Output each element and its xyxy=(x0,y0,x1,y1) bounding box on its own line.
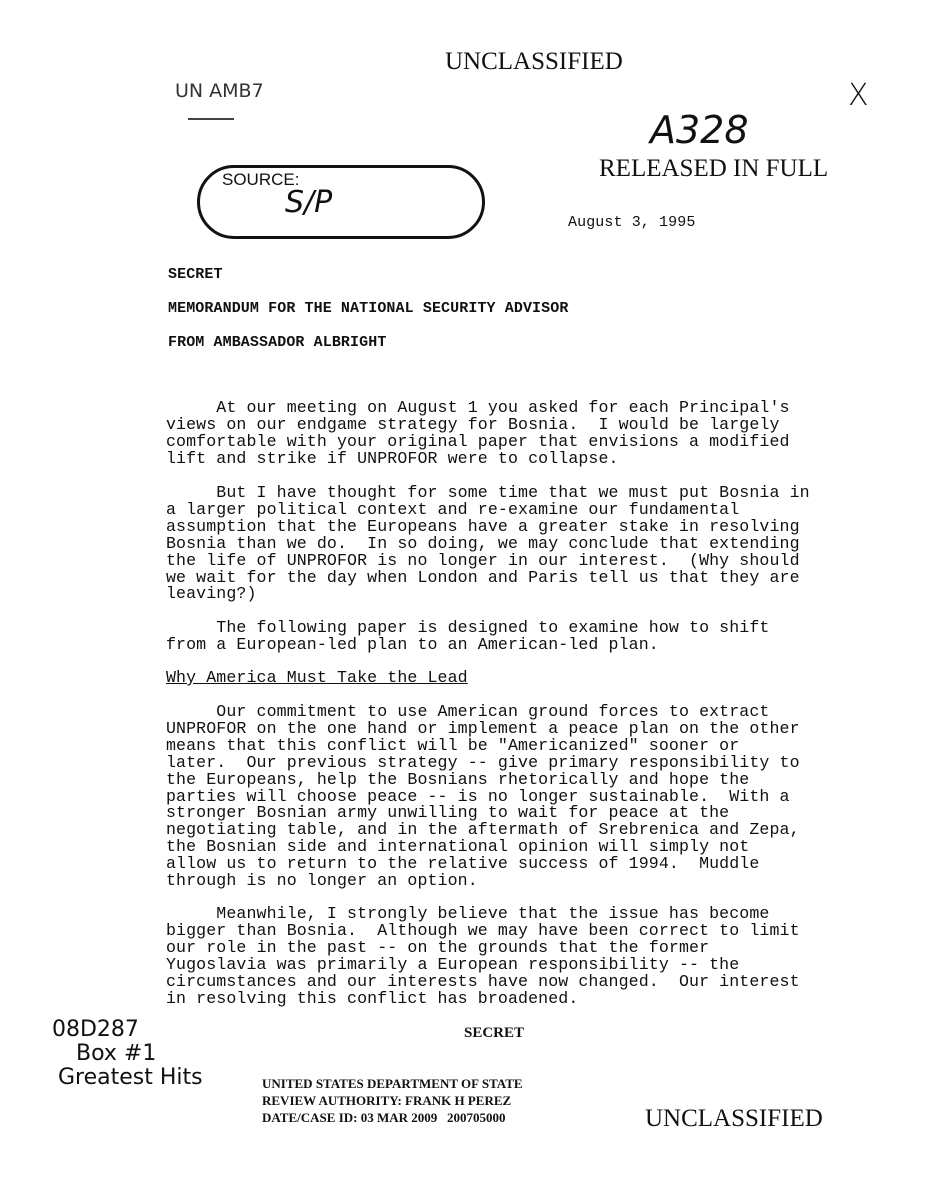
paragraph-5: Meanwhile, I strongly believe that the issue has become bigger than Bosnia. Although we may have been correct to limit our role in the past -- on the grounds that the former Yugoslavia was primarily a European responsibility -- the circumstances and our interests have now changed. Our interest in resolving this conflict has broadened. xyxy=(166,904,800,1008)
review-line: UNITED STATES DEPARTMENT OF STATE xyxy=(262,1076,523,1091)
review-authority-block xyxy=(262,1075,523,1126)
handwritten-underline xyxy=(188,118,234,120)
memo-to-line: MEMORANDUM FOR THE NATIONAL SECURITY ADVISOR xyxy=(168,300,569,317)
handwritten-x-mark: X xyxy=(848,78,869,113)
handwritten-document-number: A328 xyxy=(650,108,749,152)
classification-bottom: UNCLASSIFIED xyxy=(645,1105,823,1132)
paragraph-3: The following paper is designed to examine how to shift from a European-led plan to an American-led plan. xyxy=(166,618,770,654)
handwritten-note-line: Box #1 xyxy=(76,1041,157,1066)
source-handwritten: S/P xyxy=(285,185,333,220)
handwritten-box-note xyxy=(50,1018,203,1090)
review-line: REVIEW AUTHORITY: FRANK H PEREZ xyxy=(262,1093,512,1108)
classification-secret: SECRET xyxy=(168,266,223,283)
handwritten-note-line: Greatest Hits xyxy=(58,1065,203,1090)
handwritten-top-left: UN AMB7 xyxy=(175,80,264,102)
paragraph-4: Our commitment to use American ground forces to extract UNPROFOR on the one hand or implement a peace plan on the other means that this conflict will be "Americanized" sooner or later. Our previous strategy -- give primary responsibility to the Europeans, help the Bosnians rhetorically and hope the parties will choose peace -- is no longer sustainable. With a stronger Bosnian army unwilling to wait for peace at the negotiating table, and in the aftermath of Srebrenica and Zepa, the Bosnian side and international opinion will simply not allow us to return to the relative success of 1994. Muddle through is no longer an option. xyxy=(166,702,800,891)
released-stamp: RELEASED IN FULL xyxy=(599,155,829,182)
paragraph-2: But I have thought for some time that we must put Bosnia in a larger political context and re-examine our fundamental assumption that the Europeans have a greater stake in resolving Bosnia than we do. In so doing, we may conclude that extending the life of UNPROFOR is no longer in our interest. (Why should we wait for the day when London and Paris tell us that they are leaving?) xyxy=(166,483,810,604)
memo-from-line: FROM AMBASSADOR ALBRIGHT xyxy=(168,334,387,351)
paragraph-1: At our meeting on August 1 you asked for each Principal's views on our endgame strategy for Bosnia. I would be largely comfortable with your original paper that envisions a modified lift and strike if UNPROFOR were to collapse. xyxy=(166,398,790,468)
memo-date: August 3, 1995 xyxy=(568,214,696,231)
review-line: DATE/CASE ID: 03 MAR 2009 200705000 xyxy=(262,1110,506,1125)
classification-secret-footer: SECRET xyxy=(464,1025,525,1041)
classification-top: UNCLASSIFIED xyxy=(445,48,623,75)
handwritten-note-line: 08D287 xyxy=(52,1017,139,1042)
section-heading: Why America Must Take the Lead xyxy=(166,668,468,687)
source-label: SOURCE: xyxy=(222,170,300,189)
